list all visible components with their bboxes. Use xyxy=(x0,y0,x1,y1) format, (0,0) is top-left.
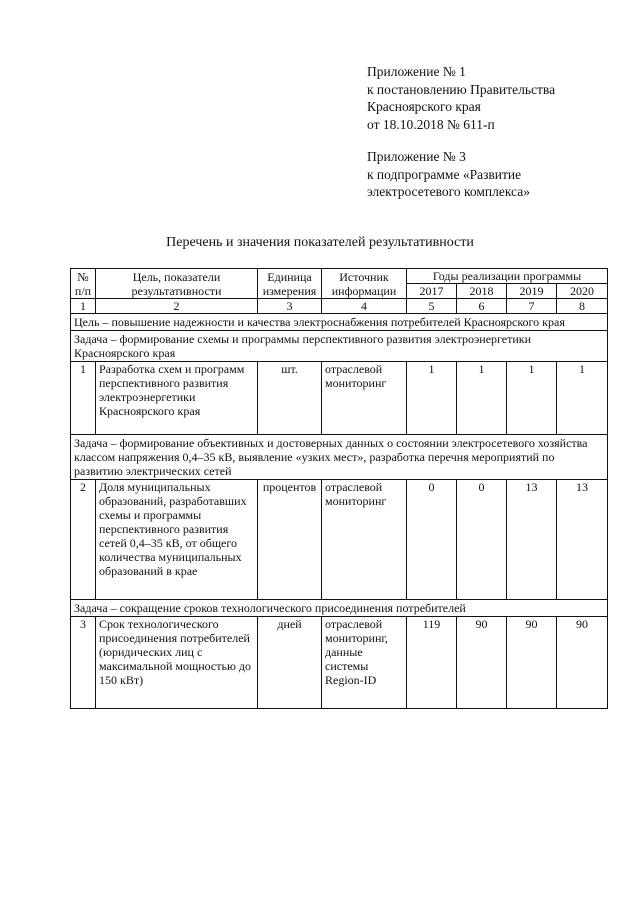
indicator-value: 13 xyxy=(557,480,608,600)
indicator-unit: дней xyxy=(258,617,322,709)
row-number: 2 xyxy=(71,480,96,600)
appendix-3-line: электросетевого комплекса» xyxy=(367,184,530,199)
task-row xyxy=(71,600,608,617)
appendix-1-line: от 18.10.2018 № 611-п xyxy=(367,116,495,132)
header-year: 2018 xyxy=(457,284,507,299)
indicator-name: Срок технологического присоединения потребителей (юридических лиц с максимальной мощностью до 150 кВт) xyxy=(96,617,258,709)
column-number: 7 xyxy=(507,299,557,314)
indicator-source: отраслевой мониторинг xyxy=(322,480,407,600)
header-year: 2020 xyxy=(557,284,608,299)
table-row xyxy=(71,362,608,435)
indicator-unit: шт. xyxy=(258,362,322,435)
task-3-text: Задача – сокращение сроков технологического присоединения потребителей xyxy=(71,600,608,617)
indicator-value: 90 xyxy=(507,617,557,709)
indicator-source: отраслевой мониторинг, данные системы Region-ID xyxy=(322,617,407,709)
indicator-value: 1 xyxy=(557,362,608,435)
column-number: 2 xyxy=(96,299,258,314)
header-num: № п/п xyxy=(71,269,96,299)
appendix-3-block xyxy=(367,148,530,201)
table-header-row xyxy=(71,269,608,284)
goal-row xyxy=(71,314,608,331)
document-title: Перечень и значения показателей результативности xyxy=(166,235,474,250)
header-year: 2019 xyxy=(507,284,557,299)
appendix-1-line: Приложение № 1 xyxy=(367,64,466,79)
appendix-3-line: к подпрограмме «Развитие xyxy=(367,166,522,182)
column-number: 4 xyxy=(322,299,407,314)
row-number: 3 xyxy=(71,617,96,709)
task-2-text: Задача – формирование объективных и достоверных данных о состоянии электросетевого хозяйства классом напряжения 0,4–35 кВ, выявление «узких мест», разработка перечня мероприятий по развитию электрических сетей xyxy=(71,435,608,480)
indicator-value: 0 xyxy=(407,480,457,600)
indicator-value: 1 xyxy=(407,362,457,435)
column-number: 5 xyxy=(407,299,457,314)
header-goal: Цель, показатели результативности xyxy=(96,269,258,299)
indicator-name: Доля муниципальных образований, разработавших схемы и программы перспективного развития сетей 0,4–35 кВ, от общего количества муниципальных образований в крае xyxy=(96,480,258,600)
task-1-text: Задача – формирование схемы и программы перспективного развития электроэнергетики Красноярского края xyxy=(71,331,608,362)
indicator-unit: процентов xyxy=(258,480,322,600)
header-year: 2017 xyxy=(407,284,457,299)
indicator-value: 90 xyxy=(457,617,507,709)
column-number: 8 xyxy=(557,299,608,314)
indicators-table xyxy=(70,268,608,709)
indicator-value: 119 xyxy=(407,617,457,709)
indicator-name: Разработка схем и программ перспективного развития электроэнергетики Красноярского края xyxy=(96,362,258,435)
indicator-value: 90 xyxy=(557,617,608,709)
appendix-1-block xyxy=(367,63,555,133)
header-unit: Единица измерения xyxy=(258,269,322,299)
goal-text: Цель – повышение надежности и качества электроснабжения потребителей Красноярского края xyxy=(71,314,608,331)
task-row xyxy=(71,331,608,362)
table-row xyxy=(71,480,608,600)
column-number: 3 xyxy=(258,299,322,314)
task-row xyxy=(71,435,608,480)
indicator-source: отраслевой мониторинг xyxy=(322,362,407,435)
indicator-value: 13 xyxy=(507,480,557,600)
indicator-value: 1 xyxy=(457,362,507,435)
header-years-group: Годы реализации программы xyxy=(407,269,608,284)
appendix-1-line: Красноярского края xyxy=(367,99,481,114)
column-number: 6 xyxy=(457,299,507,314)
table-row xyxy=(71,617,608,709)
indicator-value: 1 xyxy=(507,362,557,435)
column-numbers-row xyxy=(71,299,608,314)
header-source: Источник информации xyxy=(322,269,407,299)
column-number: 1 xyxy=(71,299,96,314)
row-number: 1 xyxy=(71,362,96,435)
appendix-1-line: к постановлению Правительства xyxy=(367,81,556,97)
indicator-value: 0 xyxy=(457,480,507,600)
appendix-3-line: Приложение № 3 xyxy=(367,149,466,164)
